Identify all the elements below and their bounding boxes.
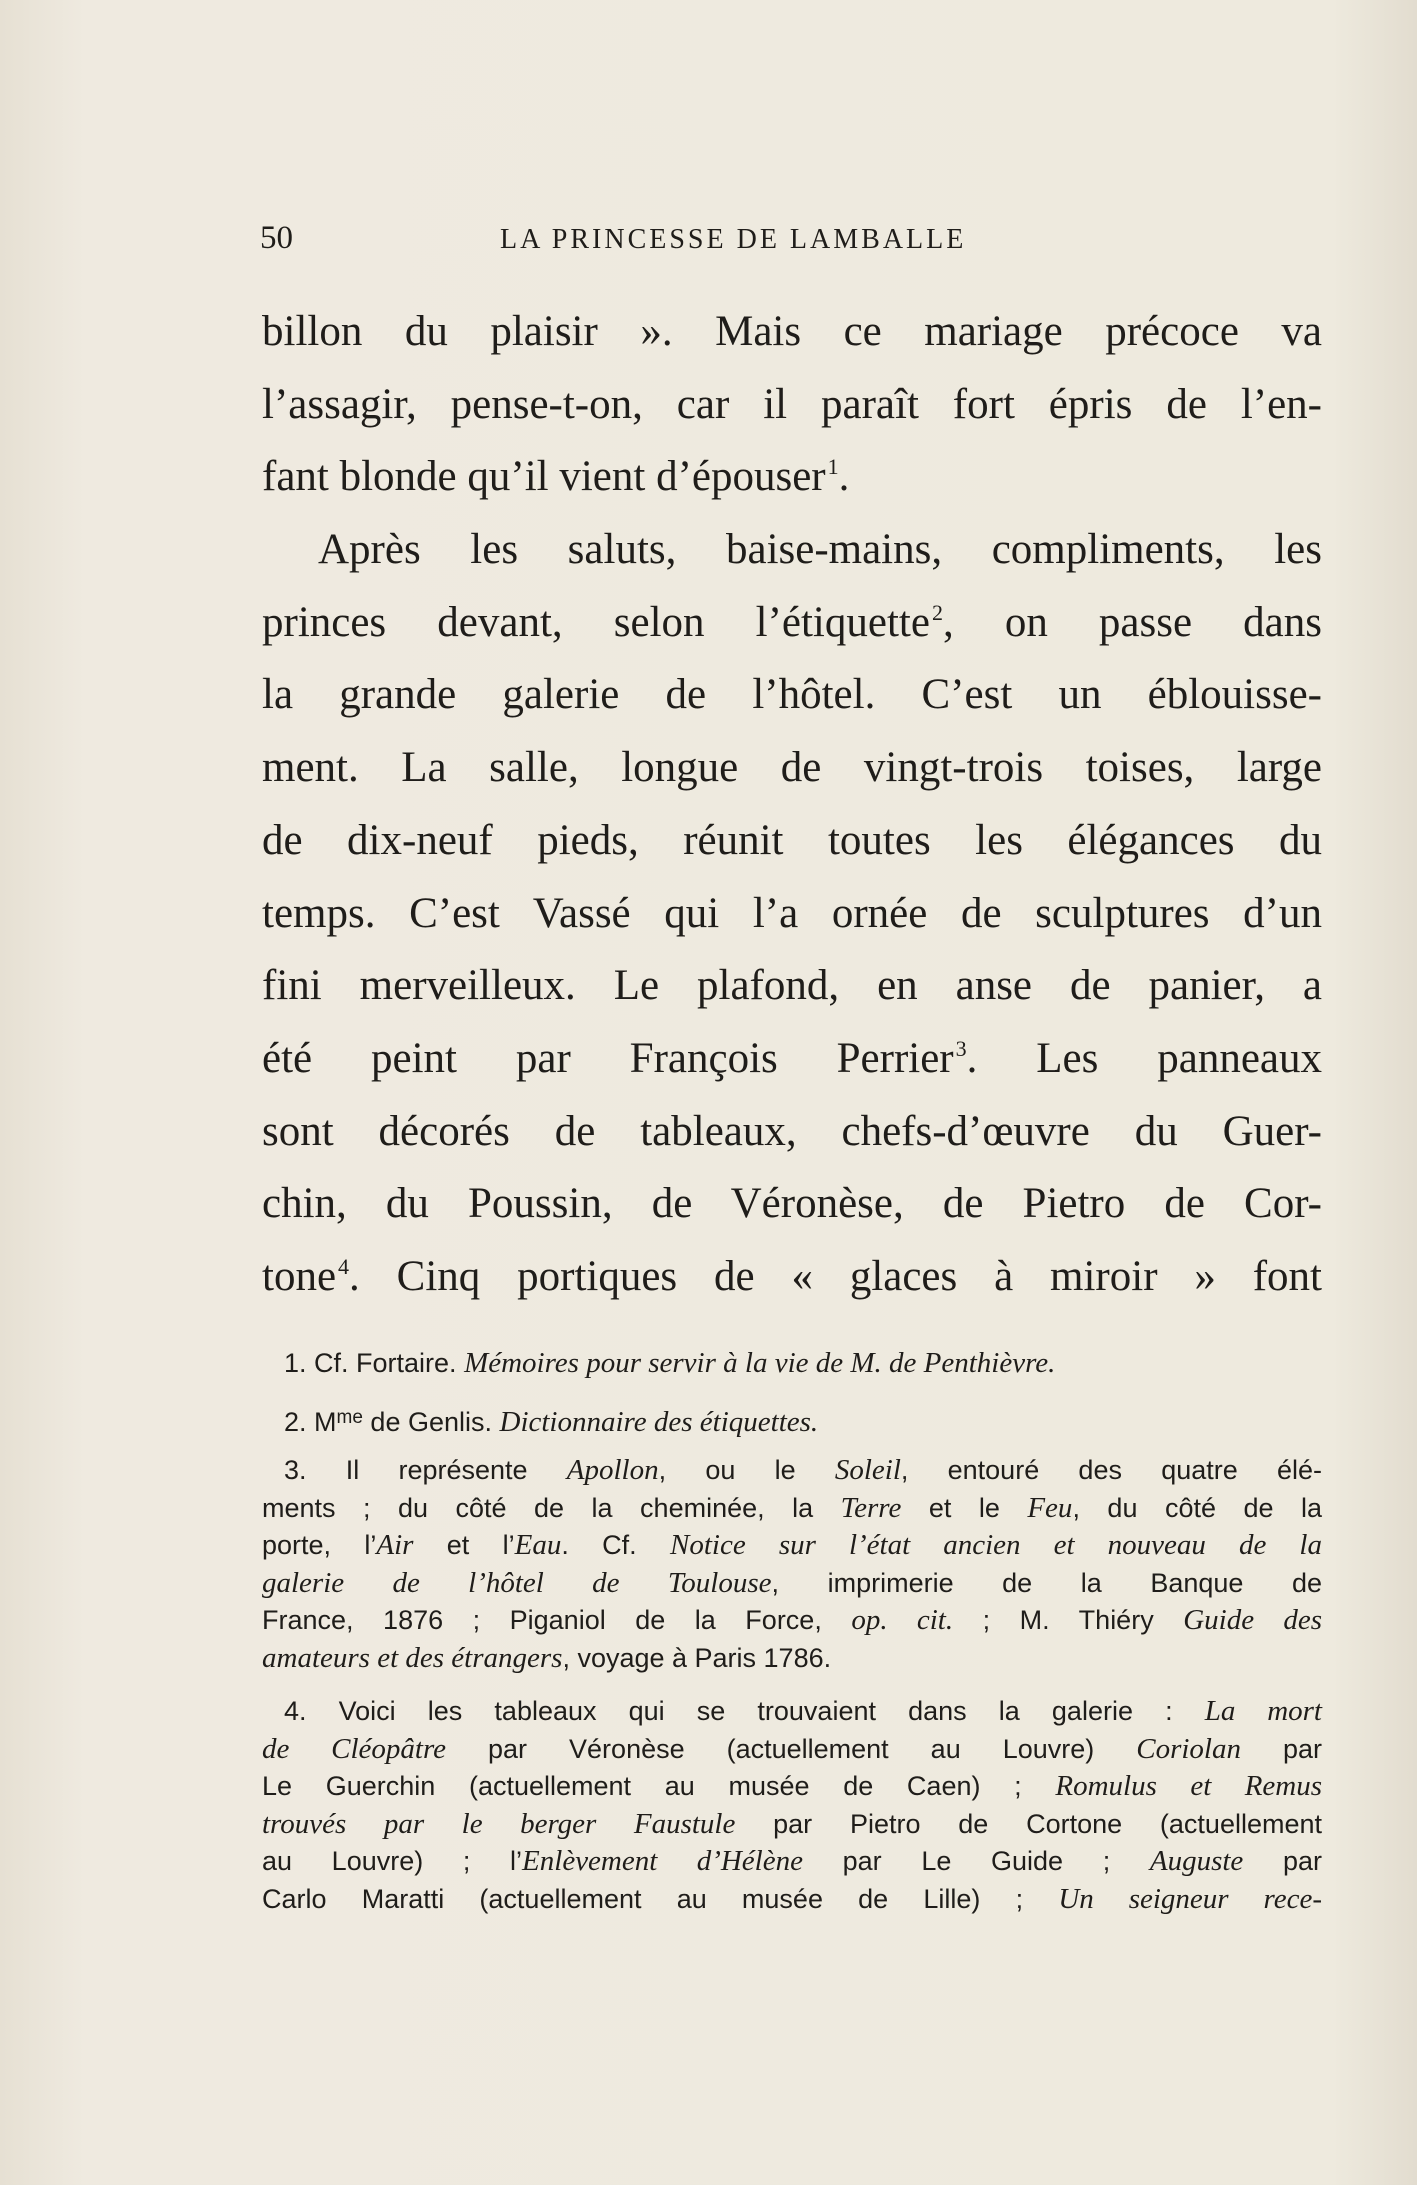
main-text (262, 296, 1322, 1314)
text-line: temps. C’est Vassé qui l’a ornée de sculptures d’un (262, 889, 1322, 937)
text-line (262, 1241, 1322, 1314)
fn-italic: Auguste (1149, 1845, 1244, 1877)
text-line: billon du plaisir ». Mais ce mariage précoce va (262, 308, 1322, 355)
footnote-line (262, 1399, 1322, 1437)
fn-text: de Genlis. (362, 1406, 500, 1437)
text-line: Après les saluts, baise-mains, compliments, les (318, 526, 1322, 574)
footnote-3 (262, 1452, 1322, 1677)
footnote-line (262, 1731, 1322, 1769)
fn-italic: Soleil (834, 1454, 901, 1486)
text-span: fant blonde qu’il vient d’épouser (262, 453, 826, 501)
fn-italic: amateurs et des étrangers (262, 1641, 563, 1674)
fn-text: 4. Voici les tableaux qui se trouvaient dans la galerie : (284, 1696, 1205, 1726)
fn-text: par Le Guide ; (802, 1846, 1150, 1876)
text-line: ment. La salle, longue de vingt-trois toises, large (262, 744, 1322, 792)
text-line (262, 587, 1322, 660)
text-line (262, 441, 1322, 514)
footnote-line (262, 1640, 1322, 1678)
fn-text: et le (901, 1492, 1028, 1523)
fn-italic: La mort (1204, 1695, 1322, 1727)
fn-text: , entouré des quatre élé- (900, 1455, 1322, 1485)
fn-text: 3. Il représente (284, 1455, 567, 1485)
footnote-1 (262, 1345, 1322, 1383)
fn-text: . Cf. (561, 1530, 671, 1560)
footnote-4 (262, 1693, 1322, 1918)
text-span: tone (262, 1252, 337, 1300)
fn-title: Dictionnaire des étiquettes. (499, 1405, 819, 1438)
fn-italic: Un seigneur rece- (1058, 1882, 1322, 1915)
footnote-line (262, 1806, 1322, 1844)
fn-text: , imprimerie de la Banque de (771, 1567, 1322, 1598)
fn-text: Carlo Maratti (actuellement au musée de Lille) ; (262, 1883, 1059, 1914)
fn-italic: Enlèvement d’Hélène (522, 1845, 803, 1877)
footnote-ref: 3 (955, 1035, 967, 1061)
text-line (262, 1023, 1322, 1096)
running-title: LA PRINCESSE DE LAMBALLE (500, 224, 967, 255)
fn-italic: Eau (514, 1529, 562, 1561)
text-line: la grande galerie de l’hôtel. C’est un éblouisse- (262, 671, 1322, 719)
fn-italic: Terre (840, 1491, 902, 1524)
fn-text: par Pietro de Cortone (actuellement (735, 1808, 1322, 1839)
footnote-ref: 4 (338, 1253, 350, 1279)
fn-italic: Romulus et Remus (1055, 1770, 1323, 1802)
text-line: l’assagir, pense-t-on, car il paraît fort épris de l’en- (262, 380, 1322, 428)
fn-italic: Notice sur l’état ancien et nouveau de la (670, 1529, 1322, 1561)
footnote-line (262, 1693, 1322, 1731)
footnote-ref: 1 (827, 454, 839, 480)
footnote-2 (262, 1399, 1322, 1437)
footnote-line (262, 1881, 1322, 1919)
text-span: . Les panneaux (966, 1034, 1323, 1082)
footnote-line (262, 1527, 1322, 1565)
footnote-line (262, 1768, 1322, 1806)
footnotes (262, 1345, 1322, 1934)
fn-text: Le Guerchin (actuellement au musée de Caen) ; (262, 1771, 1056, 1801)
fn-italic: Apollon (566, 1454, 659, 1486)
text-span: princes devant, selon l’étiquette (262, 598, 930, 646)
fn-text: , voyage à Paris 1786. (562, 1642, 832, 1673)
fn-text: par (1243, 1846, 1322, 1876)
fn-text: France, 1876 ; Piganiol de la Force, (262, 1605, 852, 1635)
fn-text: , du côté de la (1072, 1492, 1322, 1523)
fn-title: Mémoires pour servir à la vie de M. de Penthièvre. (464, 1347, 1056, 1379)
text-line: sont décorés de tableaux, chefs-d’œuvre du Guer- (262, 1107, 1322, 1155)
footnote-line (262, 1345, 1322, 1383)
footnote-line (262, 1843, 1322, 1881)
fn-text: ; M. Thiéry (953, 1605, 1184, 1635)
text-line: fini merveilleux. Le plafond, en anse de panier, a (262, 962, 1322, 1010)
fn-text: porte, l’ (262, 1530, 377, 1560)
fn-italic: Coriolan (1136, 1732, 1241, 1765)
footnote-ref: 2 (931, 599, 943, 625)
page-number: 50 (260, 220, 293, 256)
footnote-line (262, 1565, 1322, 1603)
fn-italic: trouvés par le berger Faustule (262, 1807, 736, 1840)
fn-superscript: me (336, 1406, 363, 1428)
text-line: de dix-neuf pieds, réunit toutes les élégances du (262, 816, 1322, 864)
fn-italic: Feu (1027, 1491, 1073, 1524)
text-span: . Cinq portiques de « glaces à miroir » font (349, 1252, 1322, 1300)
page-header (260, 220, 1320, 260)
fn-italic: op. cit. (851, 1604, 954, 1636)
text-span: été peint par François Perrier (262, 1034, 954, 1082)
fn-text: , ou le (658, 1455, 835, 1485)
fn-text: au Louvre) ; l’ (262, 1846, 523, 1876)
text-span: , on passe dans (942, 598, 1322, 646)
fn-text: 1. Cf. Fortaire. (284, 1348, 465, 1378)
fn-italic: Air (376, 1529, 414, 1561)
fn-italic: galerie de l’hôtel de Toulouse (262, 1566, 772, 1599)
fn-italic: Guide des (1183, 1604, 1323, 1636)
fn-italic: de Cléopâtre (262, 1732, 447, 1765)
fn-text: et l’ (413, 1530, 515, 1560)
footnote-line (262, 1490, 1322, 1528)
footnote-line (262, 1452, 1322, 1490)
fn-text: par (1240, 1733, 1322, 1764)
footnote-line (262, 1602, 1322, 1640)
text-span: . (838, 453, 850, 501)
fn-text: par Véronèse (actuellement au Louvre) (446, 1733, 1137, 1764)
fn-text: ments ; du côté de la cheminée, la (262, 1492, 841, 1523)
text-line: chin, du Poussin, de Véronèse, de Pietro de Cor- (262, 1180, 1322, 1228)
fn-text: 2. M (284, 1406, 337, 1437)
